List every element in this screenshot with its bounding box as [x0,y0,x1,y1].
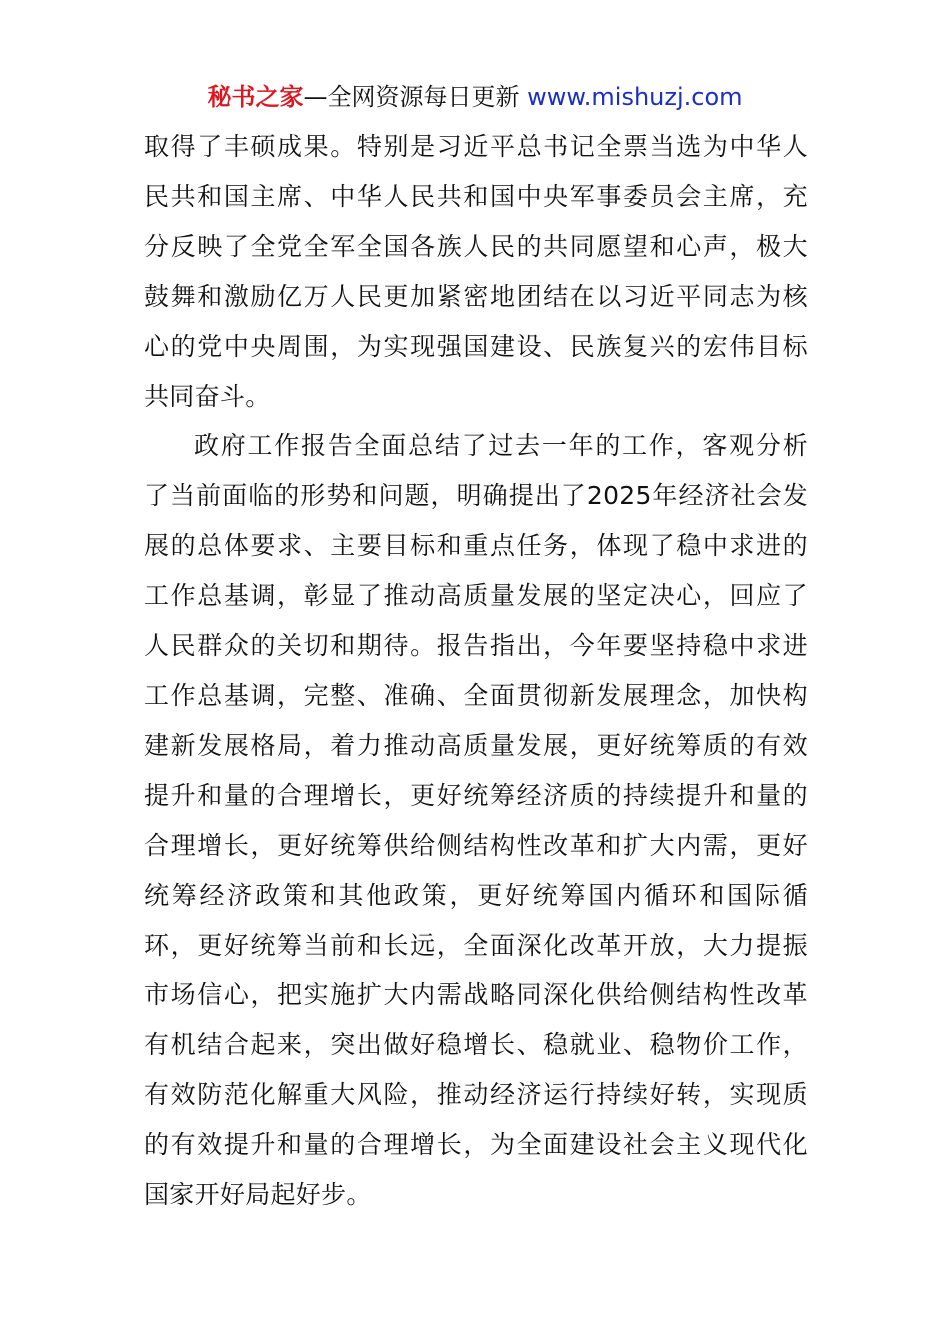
text-line: 分反映了全党全军全国各族人民的共同愿望和心声，极大 [144,231,808,261]
text-line: 环，更好统筹当前和长远，全面深化改革开放，大力提振 [144,930,808,960]
text-line: 工作总基调，完整、准确、全面贯彻新发展理念，加快构 [144,680,808,710]
text-line: 统筹经济政策和其他政策，更好统筹国内循环和国际循 [144,880,808,910]
text-line: 有效防范化解重大风险，推动经济运行持续好转，实现质 [144,1080,808,1110]
site-url-link[interactable]: www.mishuzj.com [527,83,743,111]
text-line: 建新发展格局，着力推动高质量发展，更好统筹质的有效 [144,730,808,760]
text-line: 共同奋斗。 [144,381,271,411]
text-line: 工作总基调，彰显了推动高质量发展的坚定决心，回应了 [144,581,808,611]
text-line: 合理增长，更好统筹供给侧结构性改革和扩大内需，更好 [144,830,808,860]
paragraph-2 [144,421,808,1220]
paragraph-1 [144,122,808,421]
text-line: 民共和国主席、中华人民共和国中央军事委员会主席，充 [144,181,808,211]
text-line: 提升和量的合理增长，更好统筹经济质的持续提升和量的 [144,780,808,810]
text-line: 展的总体要求、主要目标和重点任务，体现了稳中求进的 [144,531,808,561]
header-tagline: —全网资源每日更新 [303,83,520,111]
text-line: 国家开好局起好步。 [144,1180,372,1210]
document-body [144,122,808,1220]
text-line: 心的党中央周围，为实现强国建设、民族复兴的宏伟目标 [144,331,808,361]
text-line: 市场信心，把实施扩大内需战略同深化供给侧结构性改革 [144,980,808,1010]
text-line: 政府工作报告全面总结了过去一年的工作，客观分析 [194,431,808,461]
text-line: 鼓舞和激励亿万人民更加紧密地团结在以习近平同志为核 [144,281,808,311]
text-line: 了当前面临的形势和问题，明确提出了2025年经济社会发 [144,481,808,511]
text-line: 人民群众的关切和期待。报告指出，今年要坚持稳中求进 [144,631,808,661]
text-line: 取得了丰硕成果。特别是习近平总书记全票当选为中华人 [144,132,808,161]
text-line: 有机结合起来，突出做好稳增长、稳就业、稳物价工作， [144,1030,808,1060]
page-header [0,80,950,114]
brand-name: 秘书之家 [207,83,304,111]
text-line: 的有效提升和量的合理增长，为全面建设社会主义现代化 [144,1130,808,1160]
